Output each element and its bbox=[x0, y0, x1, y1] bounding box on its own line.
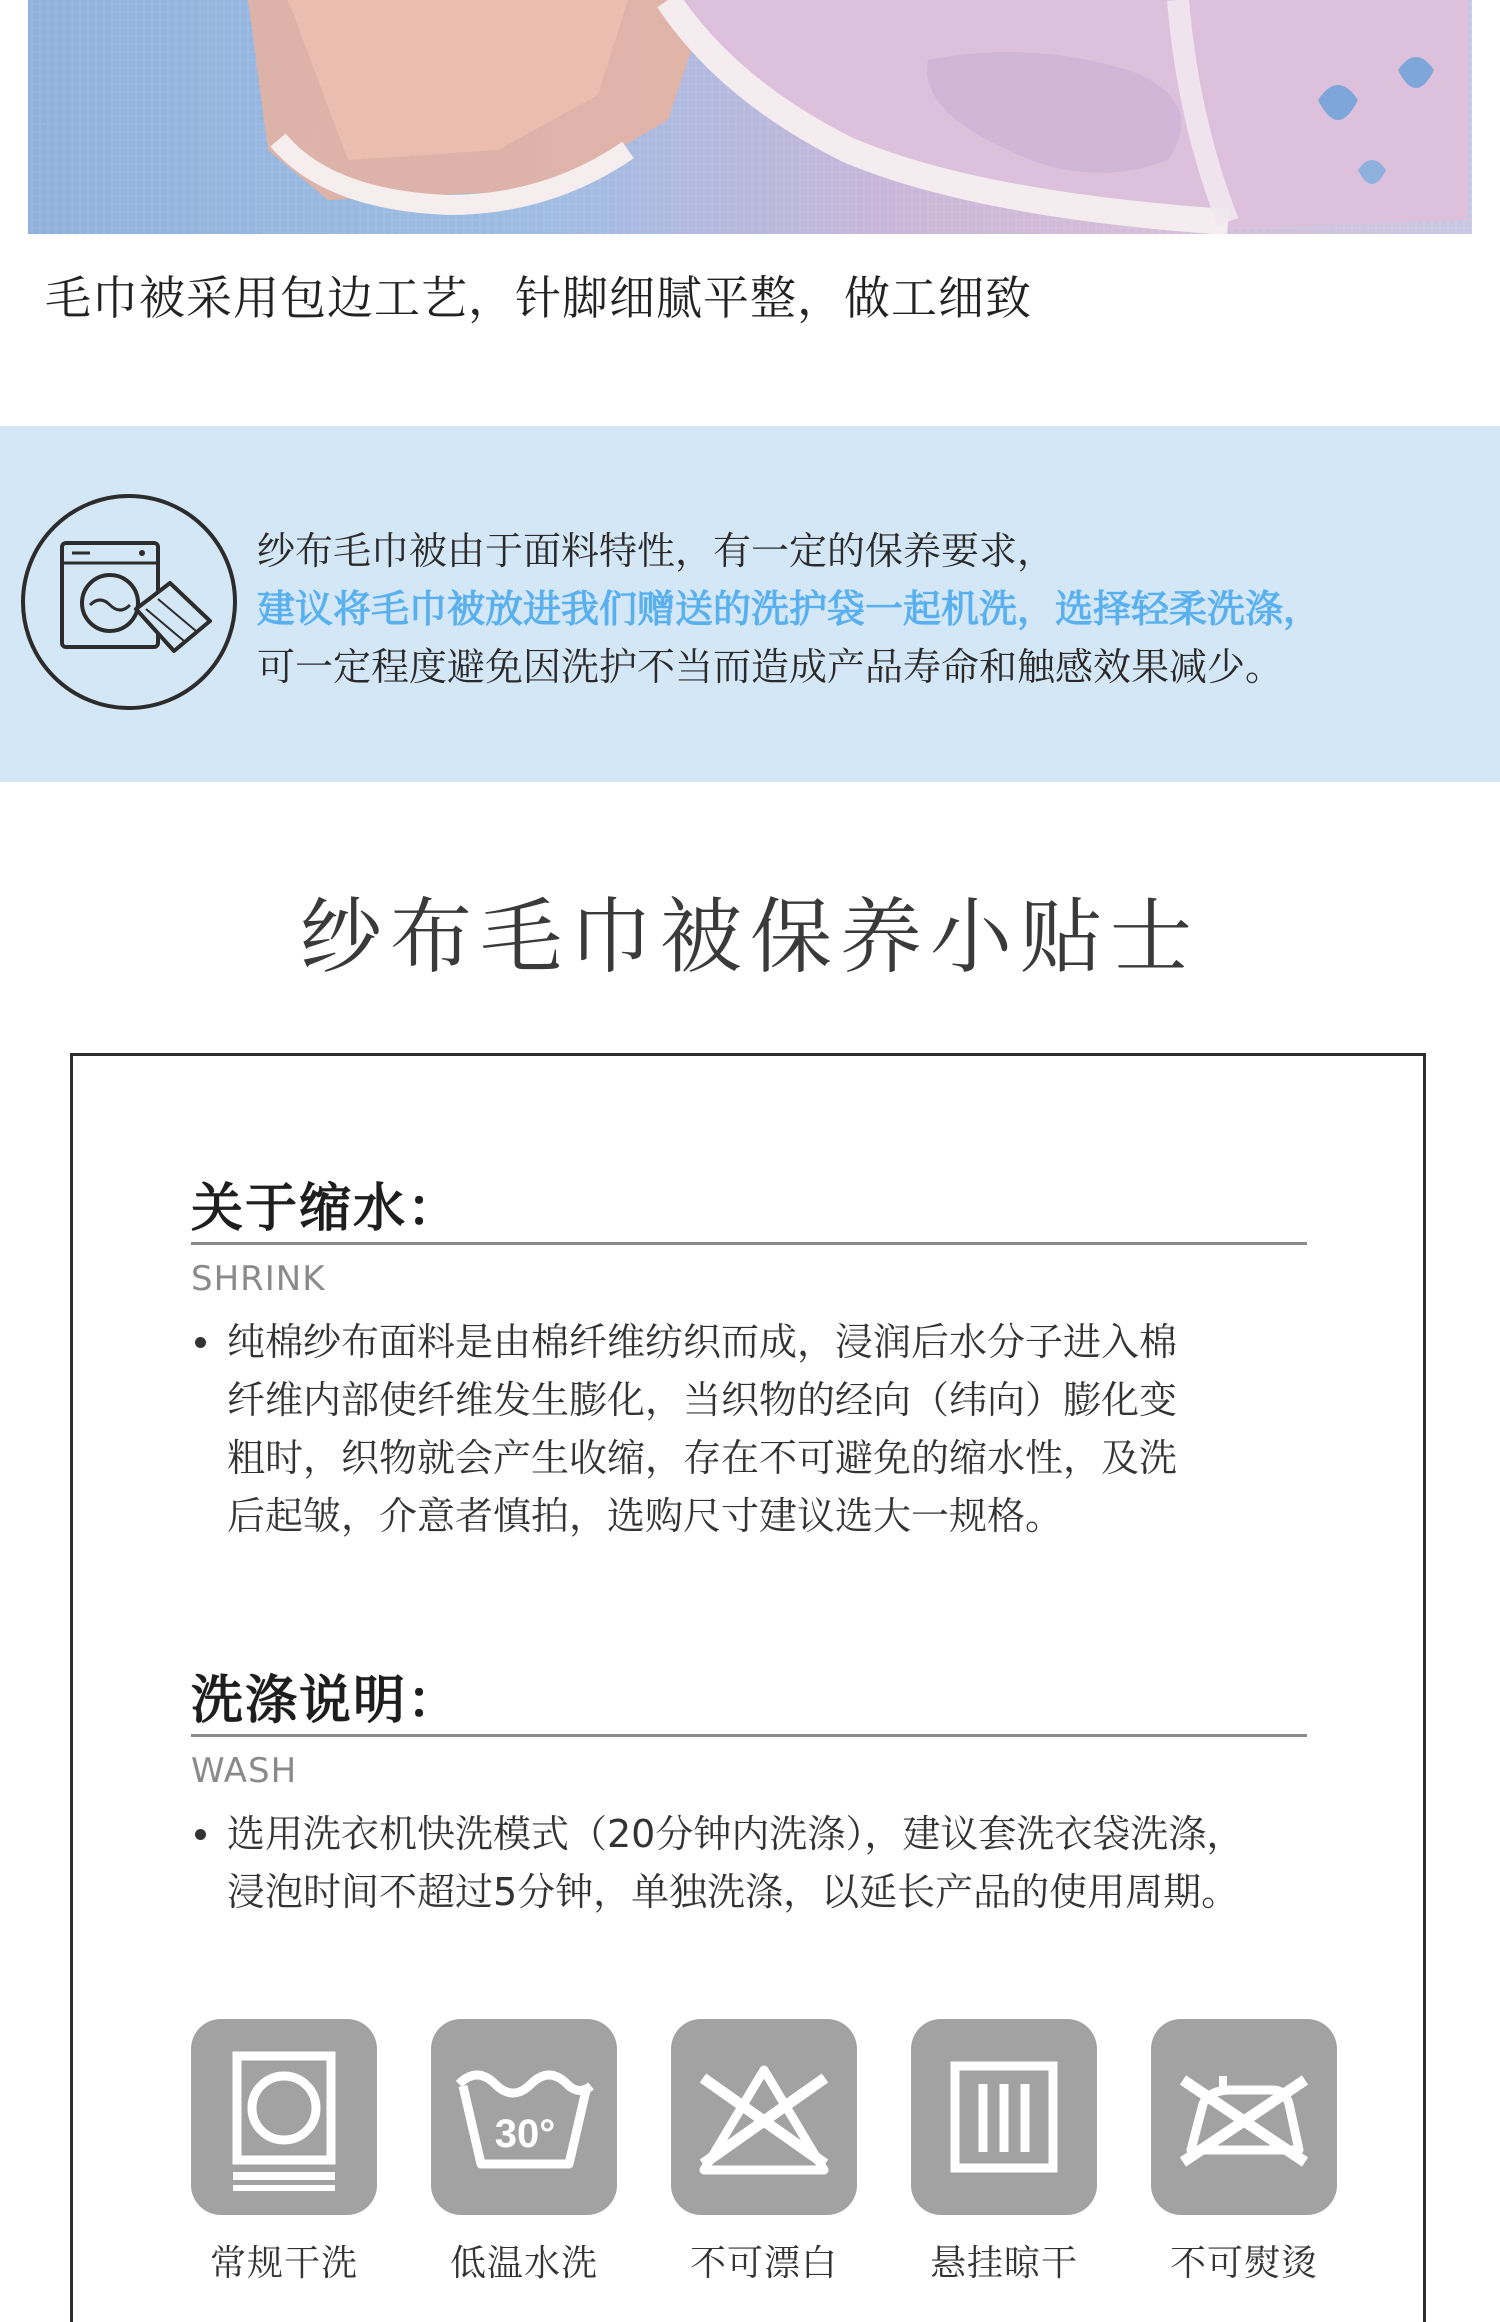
product-photo bbox=[28, 0, 1472, 234]
dry-clean-icon bbox=[191, 2019, 377, 2215]
care-tips-title: 纱布毛巾被保养小贴士 bbox=[299, 890, 1200, 985]
care-notice-text bbox=[257, 522, 1321, 696]
shrink-text-line: 纤维内部使纤维发生膨化，当织物的经向（纬向）膨化变 bbox=[227, 1378, 1178, 1422]
wash-subheading: WASH bbox=[191, 1751, 298, 1791]
photo-caption: 毛巾被采用包边工艺，针脚细腻平整，做工细致 bbox=[45, 271, 1032, 325]
care-item-no-iron bbox=[1151, 2019, 1337, 2286]
shrink-heading: 关于缩水： bbox=[191, 1179, 462, 1239]
wash-heading: 洗涤说明： bbox=[191, 1671, 462, 1731]
care-label: 不可熨烫 bbox=[1169, 2243, 1318, 2284]
bullet-dot bbox=[195, 1829, 206, 1840]
shrink-section bbox=[191, 1166, 1307, 1545]
shrink-text-line: 粗时，织物就会产生收缩，存在不可避免的缩水性，及洗 bbox=[227, 1436, 1178, 1480]
no-iron-icon bbox=[1151, 2019, 1337, 2215]
care-item-dry-clean bbox=[191, 2019, 377, 2286]
care-item-line-dry bbox=[911, 2019, 1097, 2286]
wash-temperature-text: 30° bbox=[494, 2112, 556, 2156]
line-dry-icon bbox=[911, 2019, 1097, 2215]
notice-line-1: 纱布毛巾被由于面料特性，有一定的保养要求， bbox=[257, 529, 1056, 573]
wash-text-line: 浸泡时间不超过5分钟，单独洗涤，以延长产品的使用周期。 bbox=[227, 1870, 1240, 1914]
notice-line-highlight: 建议将毛巾被放进我们赠送的洗护袋一起机洗，选择轻柔洗涤， bbox=[257, 587, 1322, 631]
care-tips-box bbox=[70, 1053, 1426, 2322]
shrink-subheading: SHRINK bbox=[191, 1259, 326, 1299]
section-divider bbox=[191, 1734, 1307, 1737]
wash-section bbox=[191, 1658, 1307, 1921]
wash-30-icon bbox=[431, 2019, 617, 2215]
care-item-no-bleach bbox=[671, 2019, 857, 2286]
notice-line-3: 可一定程度避免因洗护不当而造成产品寿命和触感效果减少。 bbox=[257, 645, 1284, 689]
no-bleach-icon bbox=[671, 2019, 857, 2215]
care-item-low-temp-wash bbox=[431, 2019, 617, 2286]
bullet-dot bbox=[195, 1337, 206, 1348]
shrink-description bbox=[191, 1313, 1307, 1545]
towel-edge-illustration bbox=[28, 0, 1472, 234]
care-label: 悬挂晾干 bbox=[929, 2243, 1078, 2284]
shrink-text-line: 后起皱，介意者慎拍，选购尺寸建议选大一规格。 bbox=[227, 1494, 1064, 1538]
wash-description bbox=[191, 1805, 1307, 1921]
shrink-text-line: 纯棉纱布面料是由棉纤维纺织而成，浸润后水分子进入棉 bbox=[227, 1320, 1178, 1364]
care-label: 常规干洗 bbox=[209, 2243, 358, 2284]
wash-text-line: 选用洗衣机快洗模式（20分钟内洗涤），建议套洗衣袋洗涤， bbox=[227, 1812, 1245, 1856]
care-label: 低温水洗 bbox=[449, 2243, 598, 2284]
care-label: 不可漂白 bbox=[689, 2243, 838, 2284]
care-notice-banner bbox=[0, 426, 1500, 782]
section-divider bbox=[191, 1242, 1307, 1245]
washing-machine-icon bbox=[18, 491, 240, 713]
care-symbols-row bbox=[191, 2019, 1341, 2299]
